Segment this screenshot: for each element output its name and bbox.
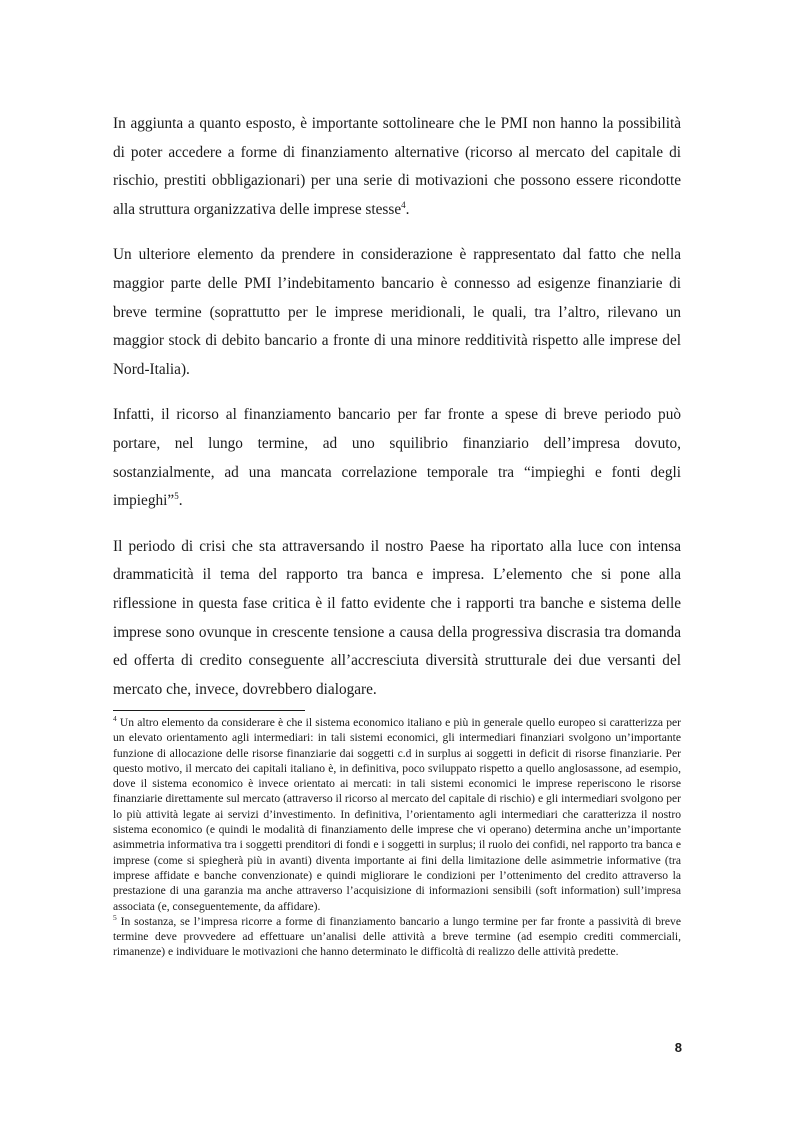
footnote-ref-5[interactable]: 5 <box>174 491 179 502</box>
paragraph-4 <box>113 533 681 705</box>
paragraph-1-tail: . <box>405 200 410 218</box>
footnote-5 <box>113 914 681 960</box>
paragraph-1-text: In aggiunta a quanto esposto, è importante sottolineare che le PMI non hanno la possibilità di poter accedere a forme di finanziamento alternative (ricorso al mercato del capitale di rischio, prestiti obbligazionari) per una serie di motivazioni che possono essere ricondotte alla struttura organizzativa delle imprese stesse <box>113 115 681 218</box>
footnote-text: In sostanza, se l’impresa ricorre a forme di finanziamento bancario a lungo termine per far fronte a passività di breve termine deve provvedere ad effettuare un’analisi delle attività a breve termine (ad esempio crediti commerciali, rimanenze) e individuare le motivazioni che hanno determinato le difficoltà di realizzo delle attività predette. <box>113 914 682 959</box>
paragraph-3-text: Infatti, il ricorso al finanziamento bancario per far fronte a spese di breve periodo può portare, nel lungo termine, ad uno squilibrio finanziario dell’impresa dovuto, sostanzialmente, ad una mancata correlazione temporale tra “impieghi e fonti degli impieghi” <box>113 406 681 510</box>
paragraph-3 <box>113 401 681 515</box>
body-text <box>113 110 681 724</box>
footnote-ref-4[interactable]: 4 <box>401 199 406 210</box>
page-number: 8 <box>674 1040 682 1055</box>
footnotes <box>113 715 681 960</box>
paragraph-2-text: Un ulteriore elemento da prendere in considerazione è rappresentato dal fatto che nella maggior parte delle PMI l’indebitamento bancario è connesso ad esigenze finanziarie di breve termine (soprattutto per le imprese meridionali, le quali, tra l’altro, rilevano un maggior stock di debito bancario a fronte di una minore redditività rispetto alle imprese del Nord-Italia). <box>113 246 681 378</box>
paragraph-3-tail: . <box>178 492 183 510</box>
footnote-number: 4 <box>113 714 117 724</box>
paragraph-2 <box>113 241 681 384</box>
footnote-4 <box>113 715 681 914</box>
footnote-number: 5 <box>113 913 117 922</box>
footnote-text: Un altro elemento da considerare è che il sistema economico italiano e più in generale quello europeo si caratterizza per un elevato orientamento agli intermediari: in tali sistemi economici, gli intermediari finanziari svolgono un’importante funzione di allocazione delle risorse finanziarie dai soggetti c.d in surplus ai soggetti in deficit di risorse finanziarie. Per questo motivo, il mercato dei capitali italiano è, in definitiva, poco sviluppato rispetto a quello anglosassone, ad esempio, dove il sistema economico è invece orientato ai mercati: in tali sistemi economici le imprese reperiscono le risorse finanziarie direttamente sul mercato (attraverso il ricorso al mercato del capitale di rischio) e gli intermediari svolgono per lo più attività legate ai servizi d’investimento. In definitiva, l’orientamento agli intermediari che caratterizza il nostro sistema economico (e quindi le modalità di finanziamento delle imprese che vi operano) determina anche un’importante asimmetria informativa tra i soggetti prenditori di fondi e i soggetti in surplus; il ruolo dei confidi, nel rapporto tra banca e imprese (come si spiegherà più in avanti) diventa importante ai fini della limitazione delle asimmetrie informative (tra imprese affidate e banche convenzionate) e quindi migliorare le condizioni per l’ottenimento del credito attraverso la prestazione di una garanzia ma anche attraverso l’acquisizione di informazioni sensibili (soft information) sull’impresa associata (e, conseguentemente, da affidare). <box>113 716 681 913</box>
footnote-separator <box>113 710 305 711</box>
paragraph-4-text: Il periodo di crisi che sta attraversando il nostro Paese ha riportato alla luce con intensa drammaticità il tema del rapporto tra banca e impresa. L’elemento che si pone alla riflessione in questa fase critica è il fatto evidente che i rapporti tra banche e sistema delle imprese sono ovunque in crescente tensione a causa della progressiva discrasia tra domanda ed offerta di credito conseguente all’accresciuta diversità strutturale dei due versanti del mercato che, invece, dovrebbero dialogare. <box>113 537 681 698</box>
paragraph-1 <box>113 110 681 224</box>
